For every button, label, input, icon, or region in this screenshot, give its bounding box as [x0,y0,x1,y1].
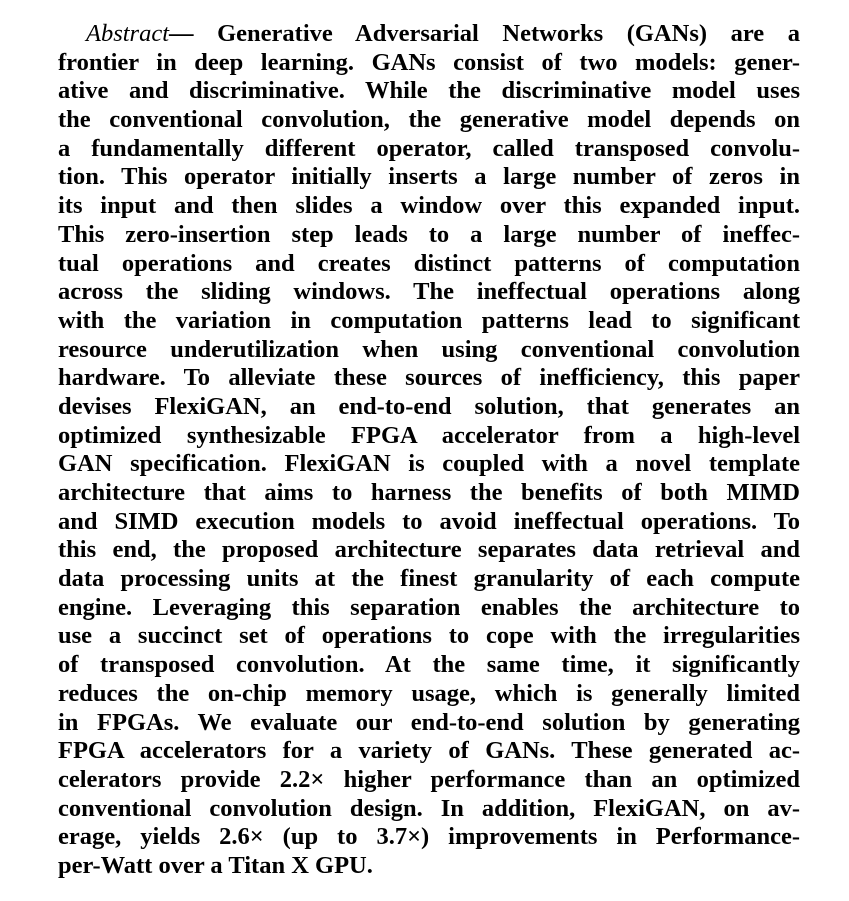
abstract-line: optimized synthesizable FPGA accelerator from a high-level [58,421,800,449]
abstract-line: erage, yields 2.6× (up to 3.7×) improvements in Performance- [58,823,800,851]
abstract-line: the conventional convolution, the generative model depends on [58,106,800,134]
abstract-line: with the variation in computation patterns lead to significant [58,306,800,334]
abstract-line: and SIMD execution models to avoid ineffectual operations. To [58,507,800,535]
abstract-line: engine. Leveraging this separation enables the architecture to [58,593,800,621]
abstract-line: resource underutilization when using conventional convolution [58,335,800,363]
abstract-dash: — [169,20,218,47]
abstract-line: across the sliding windows. The ineffectual operations along [58,278,800,306]
abstract-line: frontier in deep learning. GANs consist of two models: gener- [58,48,800,76]
abstract-line: of transposed convolution. At the same time, it significantly [58,651,800,679]
abstract-line: architecture that aims to harness the benefits of both MIMD [58,479,800,506]
abstract-line: This zero-insertion step leads to a large number of ineffec- [58,220,800,248]
abstract-line: its input and then slides a window over this expanded input. [58,192,800,220]
abstract-line: a fundamentally different operator, called transposed convolu- [58,134,800,162]
abstract-line: in FPGAs. We evaluate our end-to-end solution by generating [58,708,800,736]
abstract-line: data processing units at the finest granularity of each compute [58,565,800,593]
abstract-line: celerators provide 2.2× higher performance than an optimized [58,765,800,793]
abstract-line: conventional convolution design. In addition, FlexiGAN, on av- [58,794,800,822]
abstract-line: tual operations and creates distinct patterns of computation [58,249,800,277]
abstract-line: tion. This operator initially inserts a large number of zeros in [58,163,800,191]
abstract-line: FPGA accelerators for a variety of GANs. These generated ac- [58,737,800,765]
abstract-line: hardware. To alleviate these sources of inefficiency, this paper [58,364,800,392]
abstract-line: reduces the on-chip memory usage, which is generally limited [58,679,800,707]
abstract-line: this end, the proposed architecture separates data retrieval and [58,536,800,564]
abstract-line: per-Watt over a Titan X GPU. [58,851,373,879]
abstract-label: Abstract [86,20,170,47]
abstract-line: use a succinct set of operations to cope with the irregularities [58,622,800,650]
abstract-line-text: Generative Adversarial Networks (GANs) are a [217,20,800,47]
abstract-line [58,20,800,49]
abstract-line: ative and discriminative. While the discriminative model uses [58,77,800,105]
abstract-line: GAN specification. FlexiGAN is coupled with a novel template [58,450,800,478]
abstract-paragraph [58,20,800,881]
abstract-line: devises FlexiGAN, an end-to-end solution, that generates an [58,392,800,420]
